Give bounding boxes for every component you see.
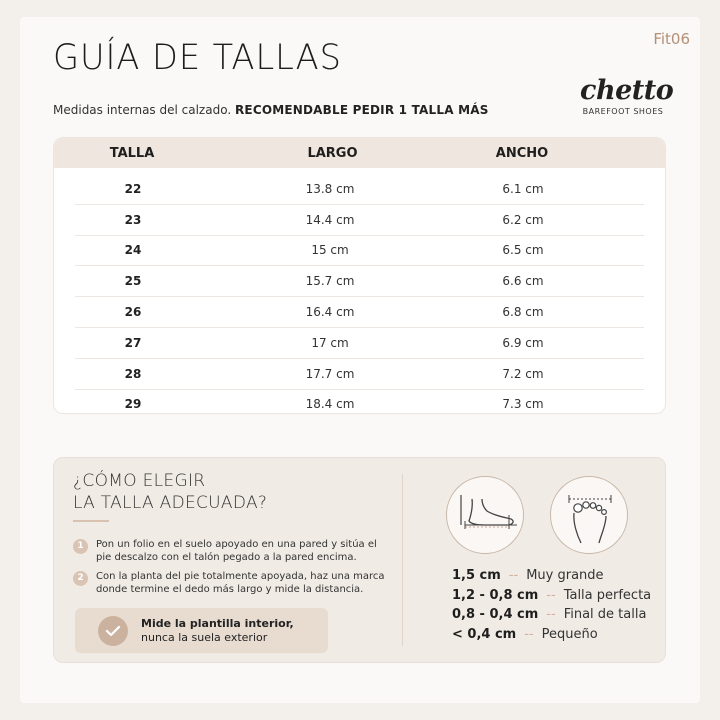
subtitle-normal: Medidas internas del calzado.: [53, 103, 232, 117]
cell-largo: 16.4 cm: [305, 305, 355, 320]
step-text: Con la planta del pie totalmente apoyada, haz una marca donde termine el dedo más largo y mide la distancia.: [96, 571, 385, 595]
cell-ancho: 6.6 cm: [502, 274, 544, 289]
logo-tagline: BAREFOOT SHOES: [582, 107, 664, 116]
legend-dash: --: [524, 626, 534, 642]
howto-title-line1: ¿CÓMO ELEGIR: [73, 471, 206, 491]
cell-largo: 15.7 cm: [305, 274, 355, 289]
howto-title-line2: LA TALLA ADECUADA?: [73, 493, 268, 513]
step-1: [73, 538, 388, 564]
page-title: GUÍA DE TALLAS: [53, 38, 342, 78]
legend-item: [452, 586, 651, 606]
cell-talla: 22: [124, 181, 142, 196]
panel-divider: [402, 474, 403, 646]
foot-top-icon: [550, 476, 628, 554]
logo-word: chetto: [580, 75, 674, 106]
legend-value: Muy grande: [526, 568, 604, 583]
table-row: [75, 328, 644, 359]
cell-talla: 26: [124, 305, 142, 320]
header-ancho: ANCHO: [495, 145, 549, 161]
cell-talla: 27: [124, 335, 142, 350]
legend-dash: --: [508, 568, 519, 583]
legend-value: Talla perfecta: [563, 587, 652, 603]
table-row: [75, 174, 644, 205]
cell-talla: 28: [124, 366, 142, 381]
fit-legend: [452, 566, 651, 644]
cell-largo: 15 cm: [311, 243, 349, 258]
check-icon: [98, 616, 128, 646]
table-body: [54, 168, 665, 414]
note-text: [141, 617, 294, 645]
step-2: [73, 570, 388, 596]
legend-item: [452, 625, 651, 645]
cell-largo: 14.4 cm: [305, 212, 355, 227]
legend-value: Final de talla: [563, 607, 647, 622]
table-row: [75, 205, 644, 236]
cell-ancho: 6.2 cm: [502, 212, 544, 227]
size-table: [53, 137, 666, 414]
legend-value: Pequeño: [541, 626, 598, 642]
cell-largo: 17.7 cm: [305, 366, 355, 381]
subtitle: [53, 103, 489, 117]
cell-largo: 17 cm: [311, 335, 349, 350]
howto-panel: [53, 457, 666, 663]
legend-dash: --: [546, 607, 556, 622]
cell-ancho: 6.5 cm: [502, 243, 544, 258]
cell-talla: 23: [124, 212, 142, 227]
table-row: [75, 236, 644, 267]
cell-ancho: 6.1 cm: [502, 181, 544, 196]
cell-talla: 29: [124, 397, 142, 412]
cell-ancho: 7.3 cm: [502, 397, 544, 412]
howto-title: [73, 470, 267, 514]
header-talla: TALLA: [109, 145, 155, 161]
legend-item: [452, 605, 651, 625]
cell-largo: 18.4 cm: [305, 397, 355, 412]
cell-ancho: 6.8 cm: [502, 305, 544, 320]
subtitle-bold: RECOMENDABLE PEDIR 1 TALLA MÁS: [234, 103, 489, 117]
note-normal: nunca la suela exterior: [141, 630, 268, 644]
title-underline: [73, 520, 109, 522]
cell-ancho: 7.2 cm: [502, 366, 544, 381]
table-header: [54, 138, 665, 168]
table-row: [75, 359, 644, 390]
cell-talla: 25: [124, 274, 142, 289]
table-row: [75, 266, 644, 297]
step-number: 2: [73, 571, 88, 586]
legend-dash: --: [546, 587, 556, 603]
legend-key: < 0,4 cm: [452, 626, 517, 642]
cell-talla: 24: [124, 243, 142, 258]
legend-key: 1,5 cm: [452, 568, 501, 583]
note-bold: Mide la plantilla interior,: [141, 616, 294, 630]
legend-item: [452, 566, 651, 586]
cell-ancho: 6.9 cm: [502, 335, 544, 350]
legend-key: 1,2 - 0,8 cm: [452, 587, 539, 603]
legend-key: 0,8 - 0,4 cm: [452, 607, 539, 622]
cell-largo: 13.8 cm: [305, 181, 355, 196]
measure-note: [75, 608, 328, 653]
table-row: [75, 390, 644, 414]
product-code: Fit06: [653, 30, 690, 48]
header-largo: LARGO: [307, 145, 358, 161]
table-row: [75, 297, 644, 328]
step-text: Pon un folio en el suelo apoyado en una pared y sitúa el pie descalzo con el talón pegado a la pared encima.: [96, 539, 377, 563]
brand-logo: [580, 75, 674, 116]
foot-side-icon: [446, 476, 524, 554]
step-number: 1: [73, 539, 88, 554]
